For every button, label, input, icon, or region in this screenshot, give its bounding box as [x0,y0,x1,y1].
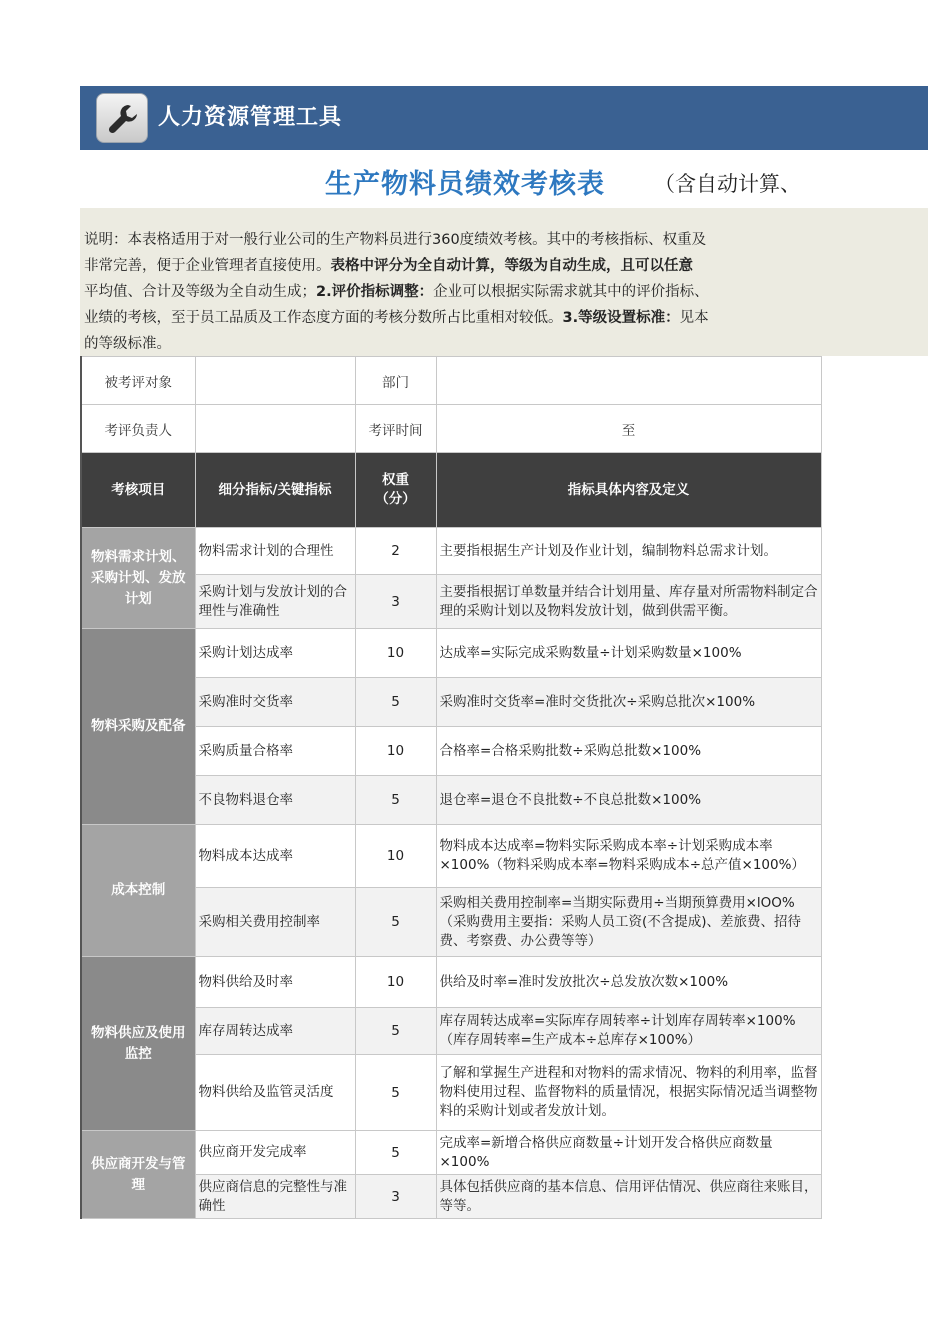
indicator-cell: 采购计划与发放计划的合理性与准确性 [195,575,355,629]
category-cell: 成本控制 [81,825,195,957]
indicator-cell: 采购计划达成率 [195,629,355,678]
description-text: 的等级标准。 [84,336,171,352]
indicator-cell: 采购质量合格率 [195,727,355,776]
category-cell: 物料供应及使用监控 [81,957,195,1131]
department-label: 部门 [355,357,436,405]
table-row [81,629,821,678]
table-header-row [81,453,821,528]
weight-cell: 5 [355,1008,436,1055]
table-row [81,528,821,575]
weight-cell: 5 [355,1131,436,1175]
time-field[interactable]: 至 [436,405,821,453]
description-text: 企业可以根据实际需求就其中的评价指标、 [433,284,709,300]
description-text: 平均值、合计及等级为全自动生成； [84,284,316,300]
description-text: 业绩的考核，至于员工品质及工作态度方面的考核分数所占比重相对较低。 [84,310,563,326]
banner-title: 人力资源管理工具 [158,105,343,130]
description-emphasis: 2.评价指标调整： [316,284,434,300]
definition-cell: 退仓率=退仓不良批数÷不良总批数×100% [436,776,821,825]
indicator-cell: 采购准时交货率 [195,678,355,727]
indicator-cell: 物料供给及时率 [195,957,355,1008]
indicator-cell: 物料需求计划的合理性 [195,528,355,575]
table-row [81,1131,821,1175]
header-weight-line1: 权重 [382,472,409,488]
wrench-icon [96,93,148,143]
header-category: 考核项目 [81,453,195,528]
description-emphasis: 表格中评分为全自动计算，等级为自动生成，且可以任意 [330,258,693,274]
indicator-cell: 供应商开发完成率 [195,1131,355,1175]
definition-cell: 主要指根据订单数量并结合计划用量、库存量对所需物料制定合理的采购计划以及物料发放计划，做到供需平衡。 [436,575,821,629]
definition-cell: 采购准时交货率=准时交货批次÷采购总批次×100% [436,678,821,727]
evaluatee-field[interactable] [195,357,355,405]
evaluatee-label: 被考评对象 [81,357,195,405]
definition-cell: 达成率=实际完成采购数量÷计划采购数量×100% [436,629,821,678]
title-main: 生产物料员绩效考核表 [325,169,605,200]
title-subtitle: （含自动计算、 [654,172,801,196]
reviewer-field[interactable] [195,405,355,453]
description-line [84,280,709,301]
evaluation-table [80,356,822,1219]
header-weight [355,453,436,528]
definition-cell: 具体包括供应商的基本信息、信用评估情况、供应商往来账目，等等。 [436,1175,821,1219]
page-title [80,160,928,204]
description-line [84,228,706,249]
weight-cell: 5 [355,888,436,957]
definition-cell: 库存周转达成率=实际库存周转率÷计划库存周转率×100%（库存周转率=生产成本÷总库存×100%） [436,1008,821,1055]
weight-cell: 5 [355,1055,436,1131]
indicator-cell: 供应商信息的完整性与准确性 [195,1175,355,1219]
category-cell: 物料采购及配备 [81,629,195,825]
description-text: 见本 [679,310,709,326]
weight-cell: 10 [355,957,436,1008]
info-row-evaluatee [81,357,821,405]
weight-cell: 2 [355,528,436,575]
indicator-cell: 物料供给及监管灵活度 [195,1055,355,1131]
weight-cell: 10 [355,825,436,888]
table-row [81,957,821,1008]
weight-cell: 3 [355,575,436,629]
description-box [80,208,928,356]
indicator-cell: 库存周转达成率 [195,1008,355,1055]
table-row [81,825,821,888]
category-cell: 物料需求计划、采购计划、发放计划 [81,528,195,629]
header-definition: 指标具体内容及定义 [436,453,821,528]
info-row-reviewer [81,405,821,453]
definition-cell: 完成率=新增合格供应商数量÷计划开发合格供应商数量×100% [436,1131,821,1175]
definition-cell: 物料成本达成率=物料实际采购成本率÷计划采购成本率×100%（物料采购成本率=物料采购成本÷总产值×100%） [436,825,821,888]
description-line [84,332,171,353]
header-weight-line2: （分） [375,491,416,507]
weight-cell: 5 [355,678,436,727]
description-line [84,254,693,275]
weight-cell: 3 [355,1175,436,1219]
category-cell: 供应商开发与管理 [81,1131,195,1219]
definition-cell: 了解和掌握生产进程和对物料的需求情况、物料的利用率，监督物料使用过程、监督物料的质量情况，根据实际情况适当调整物料的采购计划或者发放计划。 [436,1055,821,1131]
department-field[interactable] [436,357,821,405]
definition-cell: 采购相关费用控制率=当期实际费用÷当期预算费用×lOO%（采购费用主要指：采购人员工资(不含提成)、差旅费、招待费、考察费、办公费等等） [436,888,821,957]
header-banner [80,86,928,150]
reviewer-label: 考评负责人 [81,405,195,453]
description-text: 说明：本表格适用于对一般行业公司的生产物料员进行360度绩效考核。其中的考核指标、权重及 [84,232,707,248]
weight-cell: 10 [355,727,436,776]
indicator-cell: 不良物料退仓率 [195,776,355,825]
time-label: 考评时间 [355,405,436,453]
description-text: 非常完善，便于企业管理者直接使用。 [84,258,331,274]
definition-cell: 供给及时率=准时发放批次÷总发放次数×100% [436,957,821,1008]
weight-cell: 10 [355,629,436,678]
weight-cell: 5 [355,776,436,825]
indicator-cell: 采购相关费用控制率 [195,888,355,957]
definition-cell: 合格率=合格采购批数÷采购总批数×100% [436,727,821,776]
indicator-cell: 物料成本达成率 [195,825,355,888]
header-indicator: 细分指标/关键指标 [195,453,355,528]
description-emphasis: 3.等级设置标准： [562,310,680,326]
definition-cell: 主要指根据生产计划及作业计划，编制物料总需求计划。 [436,528,821,575]
description-line [84,306,709,327]
